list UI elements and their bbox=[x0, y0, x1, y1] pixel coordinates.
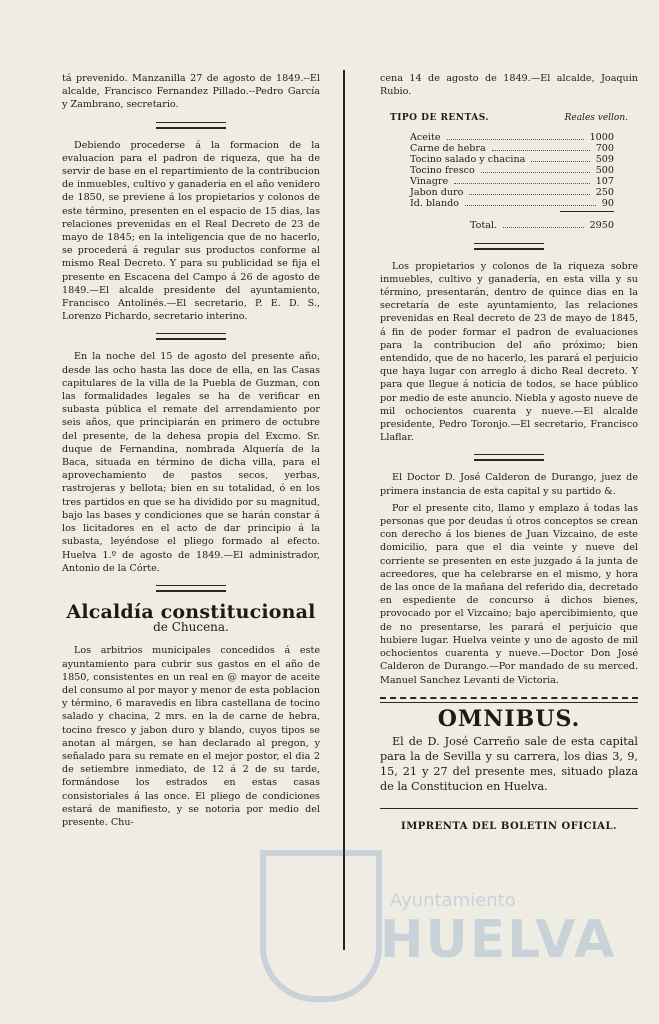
row-value: 509 bbox=[595, 153, 614, 165]
left-column bbox=[62, 72, 320, 833]
notice-niebla: Los propietarios y colonos de la riqueza sobre inmuebles, cultivo y ganadería, en esta villa y su término, presentarán, dentro de quince dias en la secretaría de este ayuntamiento, las relaciones prevenidas en Real decreto de 23 de mayo de 1845, á fin de poder formar el padron de evaluaciones para la contribucion del año próximo; bien entendido, que de no hacerlo, les parará el perjuicio que haya lugar con arreglo á dicho Real decreto. Y para que llegue á noticia de todos, se hace público por medio de este anuncio. Niebla y agosto nueve de mil ochocientos cuarenta y nueve.—El alcalde presidente, Pedro Toronjo.—El secretario, Francisco Llaflar. bbox=[380, 260, 638, 444]
row-label: Carne de hebra bbox=[410, 142, 486, 154]
watermark-big: HUELVA bbox=[380, 910, 617, 970]
separator-rule bbox=[474, 454, 544, 461]
shield-icon bbox=[260, 850, 382, 1002]
separator-rule bbox=[380, 697, 638, 703]
row-label: Jabon duro bbox=[410, 186, 464, 198]
rent-table-row bbox=[380, 143, 638, 154]
rent-table-row bbox=[380, 165, 638, 176]
rent-table-row bbox=[380, 154, 638, 165]
section-heading: Alcaldía constitucional bbox=[66, 600, 316, 623]
row-value: 250 bbox=[595, 186, 614, 198]
archive-watermark bbox=[250, 850, 640, 1000]
separator-rule bbox=[156, 122, 226, 129]
total-value: 2950 bbox=[589, 219, 614, 231]
separator-rule bbox=[156, 333, 226, 340]
section-subheading: de Chucena. bbox=[153, 620, 229, 635]
row-value: 700 bbox=[595, 142, 614, 154]
rent-table-header bbox=[380, 112, 638, 125]
row-label: Aceite bbox=[410, 131, 441, 143]
right-column bbox=[380, 72, 638, 833]
separator-rule bbox=[156, 585, 226, 592]
notice-manzanilla: tá prevenido. Manzanilla 27 de agosto de 1849.--El alcalde, Francisco Fernandez Pillado.--Pedro García y Zambrano, secretario. bbox=[62, 73, 320, 111]
rent-table-unit: Reales vellon. bbox=[564, 113, 628, 124]
notice-chucena: Los arbitrios municipales concedidos á este ayuntamiento para cubrir sus gastos en el año de 1850, consistentes en un real en @ mayor de aceite del consumo al por mayor y menor de esta poblacion y término, 6 maravedis en libra castellana de tocino salado y chacina, 2 mrs. en la de carne de hebra, tocino fresco y jabon duro y blando, cuyos tipos se anotan al márgen, se han declarado al pregon, y señalado para su remate en el mejor postor, el dia 2 de setiembre inmediato, de 12 á 2 de su tarde, formándose los estrados en estas casas consistoriales á las once. El pliego de condiciones estará de manifiesto, y se notoria por medio del presente. Chu- bbox=[62, 645, 320, 828]
separator-rule bbox=[474, 243, 544, 250]
watermark-small: Ayuntamiento bbox=[390, 890, 516, 911]
column-divider bbox=[343, 70, 345, 950]
rent-table-row bbox=[380, 198, 638, 209]
row-label: Tocino salado y chacina bbox=[410, 153, 526, 165]
rent-table-total bbox=[380, 216, 638, 231]
rent-table-row bbox=[380, 132, 638, 143]
footer-rule bbox=[380, 808, 638, 810]
notice-chucena-end: cena 14 de agosto de 1849.—El alcalde, Joaquin Rubio. bbox=[380, 73, 638, 98]
row-label: Vinagre bbox=[410, 175, 449, 187]
rent-table bbox=[380, 132, 638, 209]
row-value: 90 bbox=[601, 197, 614, 209]
rent-table-row bbox=[380, 187, 638, 198]
notice-juez-title: El Doctor D. José Calderon de Durango, juez de primera instancia de esta capital y su partido &. bbox=[380, 472, 638, 497]
row-value: 1000 bbox=[589, 131, 614, 143]
total-rule bbox=[560, 211, 614, 212]
row-label: Id. blando bbox=[410, 197, 460, 209]
row-value: 500 bbox=[595, 164, 614, 176]
omnibus-heading: OMNIBUS. bbox=[437, 705, 581, 732]
total-label: Total. bbox=[470, 219, 498, 231]
rent-table-row bbox=[380, 176, 638, 187]
notice-juez-body: Por el presente cito, llamo y emplazo á todas las personas que por deudas ú otros conceptos se crean con derecho á los bienes de Juan Vizcaino, de este domicilio, para que el dia veinte y nueve del corriente se presenten en este juzgado á la junta de acreedores, que ha celebrarse en el mismo, y hora de las once de la mañana del referido dia, decretado en espediente de concurso á dichos bienes, provocado por el Vizcaino; bajo apercibimiento, que de no presentarse, les parará el perjuicio que hubiere lugar. Huelva veinte y uno de agosto de mil ochocientos cuarenta y nueve.—Doctor Don José Calderon de Durango.—Por mandado de su merced. Manuel Sanchez Levanti de Victoria. bbox=[380, 502, 638, 686]
notice-puebla-guzman: En la noche del 15 de agosto del presente año, desde las ocho hasta las doce de ella, en las Casas capitulares de la villa de la Puebla de Guzman, con las formalidades legales se ha de verificar en subasta pública el remate del arrendamiento por seis años, que principiarán en primero de octubre del presente, de la dehesa propia del Excmo. Sr. duque de Fernandina, nombrada Alquería de la Baca, situada en término de dicha villa, para el aprovechamiento de pastos secos, yerbas, rastrojeras y bellota; bien en su totalidad, ó en los tres partidos en que se ha dividido por su magnitud, bajo las bases y condiciones que se harán constar á los licitadores en el acto de dar principio á la subasta, leyéndose el pliego formado al efecto. Huelva 1.º de agosto de 1849.—El administrador, Antonio de la Córte. bbox=[62, 351, 320, 574]
printer-footer: IMPRENTA DEL BOLETIN OFICIAL. bbox=[401, 820, 617, 832]
omnibus-notice: El de D. José Carreño sale de esta capital para la de Sevilla y su carrera, los dias 3, 9, 15, 21 y 27 del presente mes, situado plaza de la Constitucion en Huelva. bbox=[380, 734, 638, 793]
rent-table-title: TIPO DE RENTAS. bbox=[390, 113, 490, 124]
row-label: Tocino fresco bbox=[410, 164, 475, 176]
notice-escacena: Debiendo procederse á la formacion de la evaluacion para el padron de riqueza, que ha de servir de base en el repartimiento de la contribucion de inmuebles, cultivo y ganaderia en el año venidero de 1850, se previene á los propietarios y colonos de este término, presenten en el espacio de 15 dias, las relaciones prevenidas en el Real Decreto de 23 de mayo de 1845; en la inteligencia que de no hacerlo, se procederá á regular sus productos conforme al mismo Real Decreto. Y para su publicidad se fija el presente en Escacena del Campo á 26 de agosto de 1849.—El alcalde presidente del ayuntamiento, Francisco Antolinés.—El secretario, P. E. D. S., Lorenzo Pichardo, secretario interino. bbox=[62, 139, 320, 323]
row-value: 107 bbox=[595, 175, 614, 187]
